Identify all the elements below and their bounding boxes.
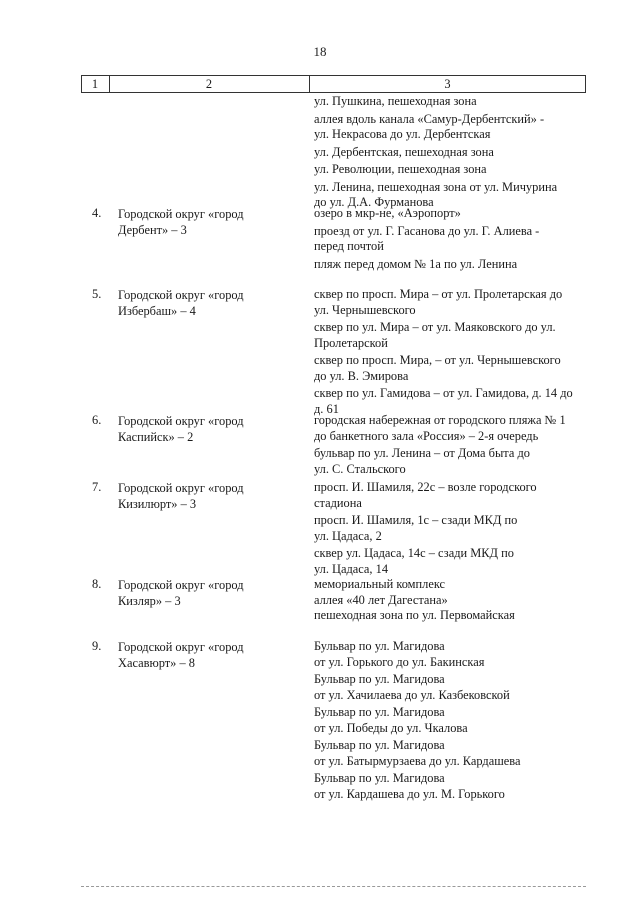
district-line: Каспийск» – 2 bbox=[118, 430, 194, 444]
district-line: Хасавюрт» – 8 bbox=[118, 656, 195, 670]
district-line: Городской округ «город bbox=[118, 578, 244, 592]
row-number: 7. bbox=[92, 480, 102, 494]
place-line: бульвар по ул. Ленина – от Дома быта до bbox=[314, 446, 530, 460]
place-line: Бульвар по ул. Магидова bbox=[314, 672, 445, 686]
place-item bbox=[314, 413, 589, 444]
place-line: сквер по просп. Мира, – от ул. Чернышевского bbox=[314, 353, 561, 367]
place-line: Пролетарской bbox=[314, 335, 388, 350]
table-header-top-rule bbox=[81, 75, 586, 76]
district-line: Городской округ «город bbox=[118, 640, 244, 654]
place-item bbox=[314, 112, 589, 143]
place-item bbox=[314, 672, 589, 703]
place-line: сквер по просп. Мира – от ул. Пролетарская до bbox=[314, 287, 563, 301]
row-number: 6. bbox=[92, 413, 102, 427]
place-line: городская набережная от городского пляжа № 1 bbox=[314, 413, 566, 427]
column-divider bbox=[585, 76, 586, 92]
place-line: аллея вдоль канала «Самур-Дербентский» - bbox=[314, 111, 545, 126]
place-line: проезд от ул. Г. Гасанова до ул. Г. Алиева - bbox=[314, 223, 540, 238]
place-line: Бульвар по ул. Магидова bbox=[314, 771, 445, 785]
column-header-3: 3 bbox=[444, 77, 451, 91]
places-list bbox=[314, 480, 589, 579]
place-line: пляж перед домом № 1а по ул. Ленина bbox=[314, 256, 518, 271]
place-line: просп. И. Шамиля, 22с – возле городского bbox=[314, 480, 537, 494]
place-line: стадиона bbox=[314, 495, 362, 510]
row-number: 8. bbox=[92, 577, 102, 591]
column-divider bbox=[309, 76, 310, 92]
district-name bbox=[118, 577, 288, 609]
district-name bbox=[118, 413, 288, 445]
page-bottom-rule bbox=[81, 886, 586, 887]
place-item bbox=[314, 353, 589, 384]
place-item bbox=[314, 771, 589, 802]
place-line: перед почтой bbox=[314, 239, 384, 253]
place-line: ул. Дербентская, пешеходная зона bbox=[314, 144, 494, 159]
district-line: Городской округ «город bbox=[118, 481, 244, 495]
place-line: Бульвар по ул. Магидова bbox=[314, 738, 445, 752]
district-line: Дербент» – 3 bbox=[118, 223, 187, 237]
place-line: ул. Чернышевского bbox=[314, 302, 416, 317]
place-item bbox=[314, 206, 589, 222]
places-list bbox=[314, 639, 589, 804]
row-number: 4. bbox=[92, 206, 102, 220]
place-line: от ул. Горького до ул. Бакинская bbox=[314, 654, 485, 669]
table-header bbox=[81, 77, 586, 92]
district-line: Городской округ «город bbox=[118, 414, 244, 428]
place-item bbox=[314, 480, 589, 511]
page-number: 18 bbox=[313, 44, 327, 59]
district-line: Городской округ «город bbox=[118, 288, 244, 302]
place-item bbox=[314, 546, 589, 577]
place-line: от ул. Хачилаева до ул. Казбековской bbox=[314, 687, 510, 702]
place-item bbox=[314, 705, 589, 736]
district-line: Кизляр» – 3 bbox=[118, 594, 181, 608]
place-item bbox=[314, 738, 589, 769]
place-line: ул. Цадаса, 2 bbox=[314, 528, 382, 543]
place-line: просп. И. Шамиля, 1с – сзади МКД по bbox=[314, 513, 518, 527]
place-line: сквер по ул. Гамидова – от ул. Гамидова, д. 14 до bbox=[314, 386, 573, 400]
place-item bbox=[314, 224, 589, 255]
column-divider bbox=[109, 76, 110, 92]
place-line: ул. Революции, пешеходная зона bbox=[314, 162, 487, 176]
column-divider bbox=[81, 76, 82, 92]
place-line: аллея «40 лет Дагестана» bbox=[314, 592, 448, 607]
place-line: мемориальный комплекс bbox=[314, 577, 446, 591]
district-line: Кизилюрт» – 3 bbox=[118, 497, 197, 511]
place-line: Бульвар по ул. Магидова bbox=[314, 639, 445, 653]
place-line: сквер по ул. Мира – от ул. Маяковского до ул. bbox=[314, 320, 556, 334]
place-line: ул. С. Стальского bbox=[314, 461, 406, 476]
column-header-1: 1 bbox=[91, 77, 99, 91]
places-list bbox=[314, 577, 589, 624]
row-number: 5. bbox=[92, 287, 102, 301]
place-line: от ул. Победы до ул. Чкалова bbox=[314, 720, 468, 735]
place-item bbox=[314, 513, 589, 544]
place-line: от ул. Кардашева до ул. М. Горького bbox=[314, 786, 505, 801]
places-list bbox=[314, 287, 589, 419]
district-name bbox=[118, 480, 288, 512]
place-line: ул. Цадаса, 14 bbox=[314, 561, 389, 576]
place-line: сквер ул. Цадаса, 14с – сзади МКД по bbox=[314, 546, 514, 560]
place-item bbox=[314, 287, 589, 318]
place-item bbox=[314, 320, 589, 351]
place-item bbox=[314, 639, 589, 670]
place-line: пешеходная зона по ул. Первомайская bbox=[314, 608, 515, 622]
district-line: Городской округ «город bbox=[118, 207, 244, 221]
place-item bbox=[314, 577, 589, 624]
places-list bbox=[314, 413, 589, 479]
place-item bbox=[314, 94, 589, 110]
place-line: до ул. Д.А. Фурманова bbox=[314, 195, 434, 209]
district-name bbox=[118, 287, 288, 319]
continued-places bbox=[314, 94, 589, 213]
place-line: ул. Ленина, пешеходная зона от ул. Мичурина bbox=[314, 179, 558, 194]
place-line: Бульвар по ул. Магидова bbox=[314, 705, 445, 719]
place-line: д. 61 bbox=[314, 401, 339, 416]
place-item bbox=[314, 162, 589, 178]
place-line: до ул. В. Эмирова bbox=[314, 368, 409, 383]
district-name bbox=[118, 639, 288, 671]
place-item bbox=[314, 257, 589, 273]
district-line: Избербаш» – 4 bbox=[118, 304, 196, 318]
column-header-2: 2 bbox=[205, 77, 213, 91]
places-list bbox=[314, 206, 589, 274]
place-line: до банкетного зала «Россия» – 2-я очередь bbox=[314, 428, 539, 443]
place-line: от ул. Батырмурзаева до ул. Кардашева bbox=[314, 753, 521, 768]
row-number: 9. bbox=[92, 639, 102, 653]
place-item bbox=[314, 145, 589, 161]
table-header-bottom-rule bbox=[81, 92, 586, 93]
place-line: ул. Пушкина, пешеходная зона bbox=[314, 94, 477, 108]
district-name bbox=[118, 206, 288, 238]
place-line: ул. Некрасова до ул. Дербентская bbox=[314, 127, 491, 141]
place-line: озеро в мкр-не, «Аэропорт» bbox=[314, 206, 461, 220]
place-item bbox=[314, 446, 589, 477]
